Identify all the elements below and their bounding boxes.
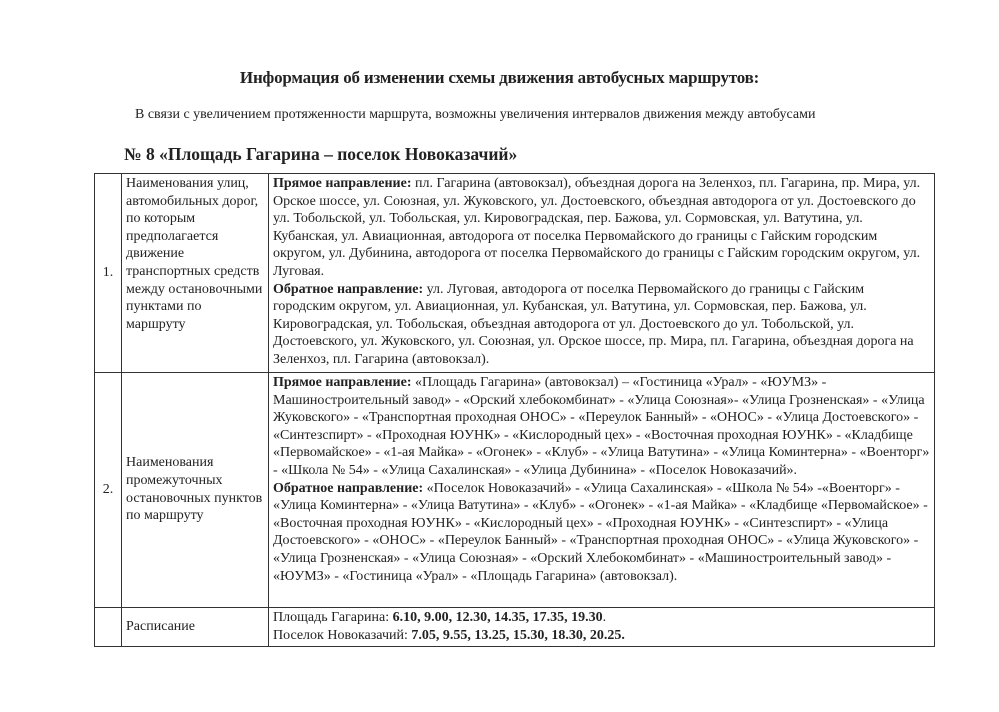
backward-direction-label: Обратное направление: (273, 281, 424, 297)
forward-direction-label: Прямое направление: (273, 375, 412, 390)
forward-direction-label: Прямое направление: (273, 176, 412, 191)
route-heading: № 8 «Площадь Гагарина – поселок Новоказачий» (124, 144, 518, 164)
backward-direction-label: Обратное направление: (273, 480, 424, 496)
row-content (269, 373, 935, 608)
row-number: 2. (95, 373, 122, 608)
row-label: Наименования промежуточных остановочных пунктов по маршруту (122, 373, 269, 608)
route-info-table (94, 173, 935, 647)
forward-direction-text: «Площадь Гагарина» (автовокзал) – «Гостиница «Урал» - «ЮУМЗ» - Машиностроительный завод» - «Орский хлебокомбинат» - «Улица Союзная»- «Улица Грозненская» - «Улица Жуковского» - «Транспортная проходная ОНОС» - «Переулок Банный» - «ОНОС» - «Улица Достоевского» - «Синтезспирт» - «Проходная ЮУНК» - «Кислородный цех» - «Восточная проходная ЮУНК» - «Кладбище «Первомайское» - «1-ая Майка» - «Огонек» - «Клуб» - «Улица Ватутина» - «Улица Коминтерна» - «Военторг» - «Школа № 54» - «Улица Сахалинская» - «Улица Дубинина» - «Поселок Новоказачий». (273, 375, 930, 478)
schedule-content (269, 608, 935, 647)
backward-direction-text: «Поселок Новоказачий» - «Улица Сахалинская» - «Школа № 54» -«Военторг» - «Улица Коминтерна» - «Улица Ватутина» - «Клуб» - «Огонек» - «1-ая Майка» - «Кладбище «Первомайское» - «Восточная проходная ЮУНК» - «Кислородный цех» - «Проходная ЮУНК» - «Синтезспирт» - «Улица Достоевского» - «ОНОС» - «Переулок Банный» - «Транспортная проходная ОНОС» - «Улица Жуковского» - «Улица Грозненская» - «Улица Союзная» - «Орский Хлебокомбинат» - «Машиностроительный завод» - «ЮУМЗ» - «Гостиница «Урал» - «Площадь Гагарина» (автовокзал). (273, 480, 928, 584)
schedule-times: 6.10, 9.00, 12.30, 14.35, 17.35, 19.30 (392, 610, 603, 625)
forward-direction (273, 374, 930, 480)
schedule-line (273, 627, 930, 645)
document-title: Информация об изменении схемы движения автобусных маршрутов: (239, 68, 760, 87)
table-row (95, 174, 935, 373)
row-number: 1. (95, 174, 122, 373)
notice-text: В связи с увеличением протяженности маршрута, возможны увеличения интервалов движения между автобусами (135, 107, 816, 122)
backward-direction-text: ул. Луговая, автодорога от поселка Первомайского до границы с Гайским городским округом, ул. Авиационная, ул. Кубанская, ул. Ватутина, ул. Сормовская, пер. Бажова, ул. Кировоградская, ул. Тобольская, объездная автодорога от ул. Достоевского до ул. Тобольской, ул. Достоевского, ул. Жуковского, ул. Союзная, ул. Орское шоссе, пр. Мира, пл. Гагарина, объездная дорога на Зеленхоз, пл. Гагарина (автовокзал). (273, 281, 914, 367)
schedule-stop: Площадь Гагарина: (273, 610, 393, 625)
row-number (95, 608, 122, 647)
schedule-times: 7.05, 9.55, 13.25, 15.30, 18.30, 20.25. (411, 627, 625, 643)
schedule-stop: Поселок Новоказачий: (273, 627, 412, 643)
row-label: Расписание (122, 608, 269, 647)
forward-direction (273, 175, 930, 281)
table-row (95, 608, 935, 647)
backward-direction (273, 281, 930, 369)
backward-direction (273, 480, 930, 586)
forward-direction-text: пл. Гагарина (автовокзал), объездная дорога на Зеленхоз, пл. Гагарина, пр. Мира, ул. Орское шоссе, ул. Союзная, ул. Жуковского, ул. Достоевского, объездная автодорога от ул. Достоевского до ул. Тобольской, ул. Тобольская, ул. Кировоградская, пер. Бажова, ул. Сормовская, ул. Ватутина, ул. Кубанская, ул. Авиационная, автодорога от поселка Первомайского до границы с Гайским городским округом, ул. Дубинина, автодорога от поселка Первомайского до границы с Гайским городским округом, ул. Луговая. (273, 176, 921, 279)
table-row (95, 373, 935, 608)
row-label: Наименования улиц, автомобильных дорог, по которым предполагается движение транспортных средств между остановочными пунктами по маршруту (122, 174, 269, 373)
schedule-end: . (602, 610, 607, 625)
row-content (269, 174, 935, 373)
schedule-line (273, 609, 930, 627)
